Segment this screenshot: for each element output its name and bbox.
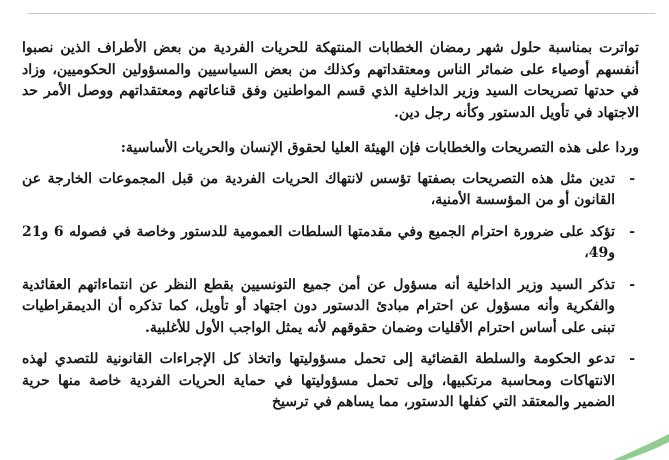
corner-swoosh-icon — [609, 430, 669, 460]
bullet-dash: - — [629, 223, 635, 240]
list-item — [22, 349, 639, 414]
corner-swoosh-path — [613, 434, 669, 460]
list-item — [22, 169, 639, 212]
intro-paragraph: تواترت بمناسبة حلول شهر رمضان الخطابات المنتهكة للحريات الفردية من بعض الأطراف الذين نصبوا أنفسهم أوصياء على ضمائر الناس ومعتقداتهم وكذلك من بعض السياسيين والمسؤولين الحكوميين، وزاد في حدتها تصريحات السيد وزير الداخلية الذي قسم المواطنين وفق قناعاتهم ومعتقداتهم ووصل الأمر حد الاجتهاد في تأويل الدستور وكأنه رجل دين. — [22, 40, 639, 121]
bullet-dash: - — [629, 170, 635, 187]
document-body — [22, 38, 639, 424]
lead-sentence: وردا على هذه التصريحات والخطابات فإن الهيئة العليا لحقوق الإنسان والحريات الأساسية: — [120, 140, 639, 156]
list-item-text: تدين مثل هذه التصريحات بصفتها تؤسس لانتهاك الحريات الفردية من قبل المجموعات الخارجة عن القانون أو من المؤسسة الأمنية، — [22, 170, 615, 208]
top-divider — [28, 13, 655, 14]
bullet-dash: - — [629, 351, 635, 367]
list-item-text: تؤكد على ضرورة احترام الجميع وفي مقدمتها السلطات العمومية للدستور وخاصة في فصوله 6 و21 و49، — [22, 223, 615, 261]
list-item — [22, 222, 639, 265]
list-item-text: تذكر السيد وزير الداخلية أنه مسؤول عن أمن جميع التونسيين بقطع النظر عن انتماءاتهم العقائدية والفكرية وأنه مسؤول عن احترام مبادئ الدستور دون اجتهاد أو تأويل، كما تذكره أن الديمقراطيات تبنى على أساس احترام الأقليات وضمان حقوقهم لأنه يمثل الواجب الأول للأغلبية. — [22, 276, 615, 336]
points-list — [22, 169, 639, 414]
list-item-text: تدعو الحكومة والسلطة القضائية إلى تحمل مسؤوليتها واتخاذ كل الإجراءات القانونية للتصدي لهذه الانتهاكات ومحاسبة مرتكبيها، وإلى تحمل مسؤوليتها في حماية الحريات الفردية خاصة منها حرية الضمير والمعتقد التي كفلها الدستور، مما يساهم في ترسيخ — [22, 351, 615, 410]
bullet-dash: - — [629, 276, 635, 293]
list-item — [22, 275, 639, 340]
